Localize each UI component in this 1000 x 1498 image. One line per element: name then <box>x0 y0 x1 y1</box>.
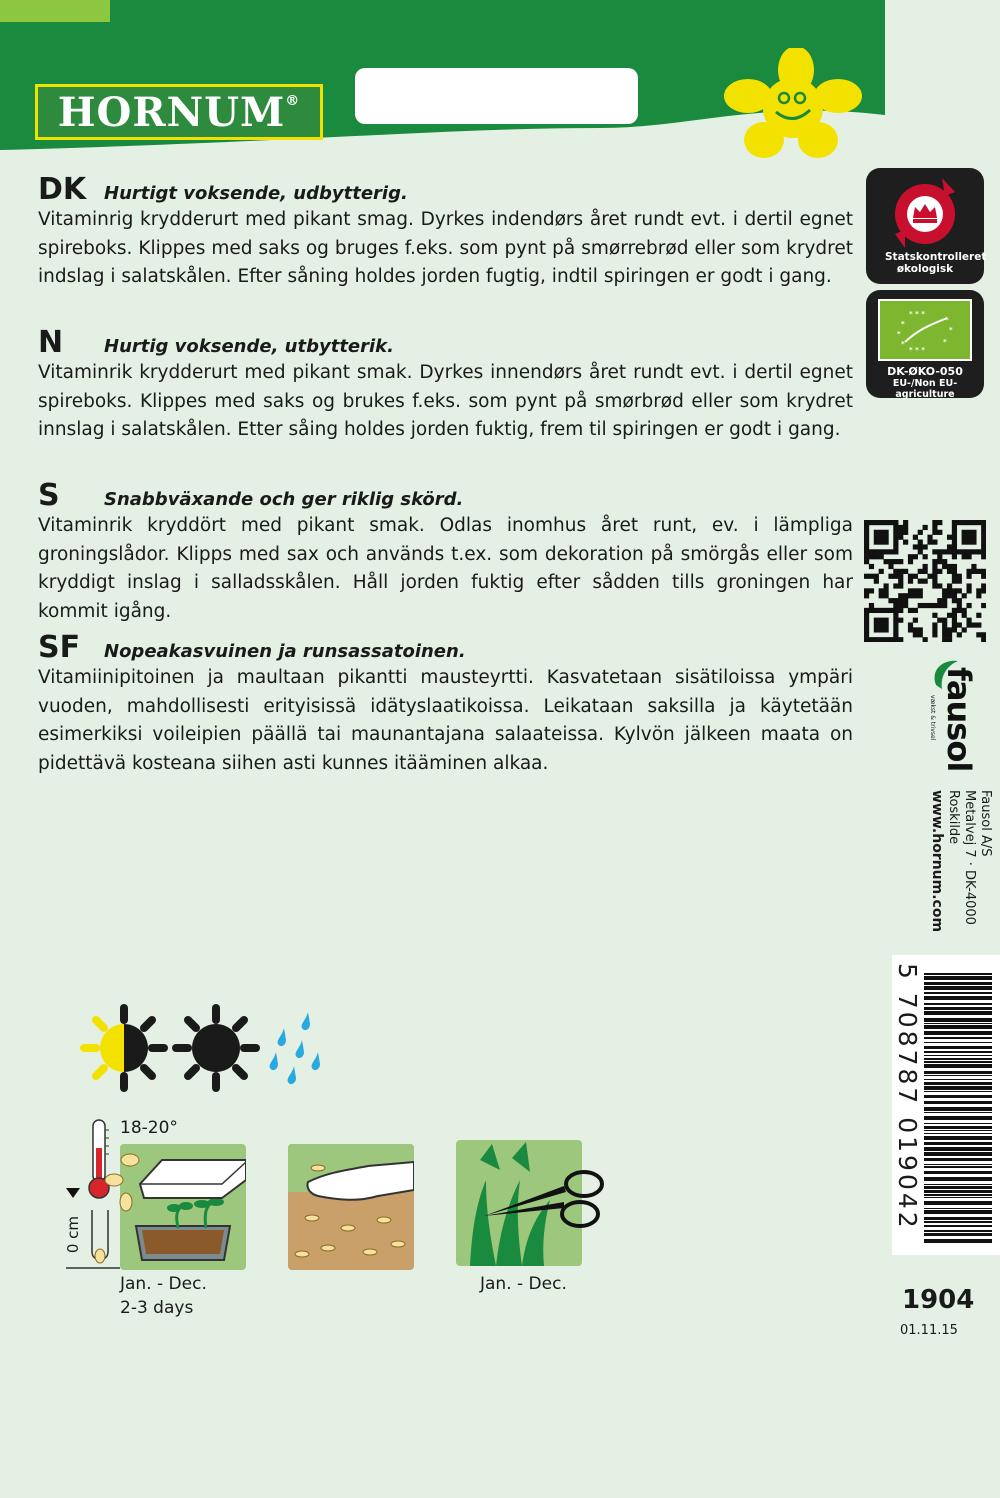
lang-body: Vitaminrik kryddört med pikant smak. Odlas inomhus året runt, ev. i lämpliga groningslådor. Klipps med sax och används t.ex. som dekoration på smörgås eller som kryddigt inslag i salladsskålen. Håll jorden fuktig efter sådden tills groningen har kommit igång. <box>38 515 853 622</box>
eu-leaf-icon <box>875 298 975 362</box>
sowing-hand-icon <box>288 1144 414 1270</box>
sowing-tile <box>288 1144 414 1270</box>
scissors-icon <box>480 1160 612 1240</box>
svg-text:* * *: * * * <box>909 346 925 354</box>
barcode <box>892 955 1000 1255</box>
company-address <box>929 790 993 950</box>
seeds-icon <box>100 1150 140 1220</box>
lang-subtitle: Nopeakasvuinen ja runsassatoinen. <box>104 641 466 662</box>
hornum-logo: HORNUM® <box>35 84 323 140</box>
section-dk <box>38 172 853 292</box>
svg-text:*: * <box>901 340 905 348</box>
sun-icon <box>170 1002 262 1094</box>
svg-text:*: * <box>945 316 949 324</box>
step1-days: 2-3 days <box>120 1298 194 1318</box>
barcode-bars <box>924 973 992 1243</box>
fausol-wordmark: fausol <box>940 667 978 772</box>
lang-code: SF <box>38 630 81 665</box>
step3-period: Jan. - Dec. <box>480 1274 567 1294</box>
svg-text:*: * <box>949 326 953 334</box>
danish-organic-badge <box>866 168 987 284</box>
eu-organic-badge <box>866 290 984 398</box>
barcode-digits: 5 708787 019042 <box>893 963 922 1231</box>
lang-subtitle: Hurtig voksende, utbytterik. <box>104 336 394 357</box>
svg-text:*: * <box>943 338 947 346</box>
depth-label: 0 cm <box>64 1216 82 1254</box>
company-street: Metalvej 7 · DK-4000 Roskilde <box>946 790 977 925</box>
badge-text: Statskontrolleret økologisk <box>885 251 987 275</box>
lang-subtitle: Hurtigt voksende, udbytterig. <box>104 183 408 204</box>
lang-code: S <box>38 478 60 513</box>
svg-text:*: * <box>901 320 905 328</box>
company-web[interactable]: www.hornum.com <box>929 790 945 933</box>
company-name: Fausol A/S <box>978 790 993 857</box>
step1-period: Jan. - Dec. <box>120 1274 207 1294</box>
lang-body: Vitaminrik krydderurt med pikant smak. Dyrkes innendørs året rundt evt. i dertil egnet spireboks. Klippes med saks og brukes f.eks. som pynt på smørbrød eller som krydret innslag i salatskålen. Etter såing holdes jorden fuktig, frem til spiringen er godt i gang. <box>38 362 853 440</box>
section-sf <box>38 630 853 778</box>
fausol-tagline: vækst & trivsel <box>929 695 936 741</box>
water-drops-icon <box>262 1010 324 1090</box>
crown-o-icon <box>885 174 965 252</box>
svg-text:* * *: * * * <box>909 310 925 318</box>
qr-code[interactable] <box>864 520 986 642</box>
half-sun-icon <box>78 1002 170 1094</box>
lang-code: N <box>38 325 64 360</box>
print-date: 01.11.15 <box>900 1323 958 1338</box>
smiley-flower-icon <box>718 48 863 160</box>
lang-code: DK <box>38 172 87 207</box>
lang-subtitle: Snabbväxande och ger riklig skörd. <box>104 489 464 510</box>
lang-body: Vitaminrig krydderurt med pikant smag. Dyrkes indendørs året rundt evt. i dertil egnet spireboks. Klippes med saks og bruges f.eks. som pynt på smørrebrød eller som krydret indslag i salatskålen. Efter såning holdes jorden fugtig, indtil spiringen er godt i gang. <box>38 209 853 287</box>
badge-text: EU-/Non EU-agriculture <box>892 378 958 400</box>
temperature-label: 18-20° <box>120 1118 178 1138</box>
fausol-logo <box>928 655 982 780</box>
svg-text:*: * <box>897 330 901 338</box>
white-label-area <box>355 68 638 124</box>
product-number: 1904 <box>902 1285 975 1315</box>
section-n <box>38 325 853 445</box>
section-s <box>38 478 853 626</box>
lang-body: Vitamiinipitoinen ja maultaan pikantti mausteyrtti. Kasvatetaan sisätiloissa ympäri vuoden, mahdollisesti erityisissä idätyslaatikoissa. Leikataan saksilla ja käytetään esimerkiksi voileipien päällä tai maunantajana salaateissa. Kylvön jälkeen maata on pidettävä kosteana siihen asti kunnes itääminen alkaa. <box>38 667 853 774</box>
badge-code: DK-ØKO-050 <box>887 365 963 378</box>
